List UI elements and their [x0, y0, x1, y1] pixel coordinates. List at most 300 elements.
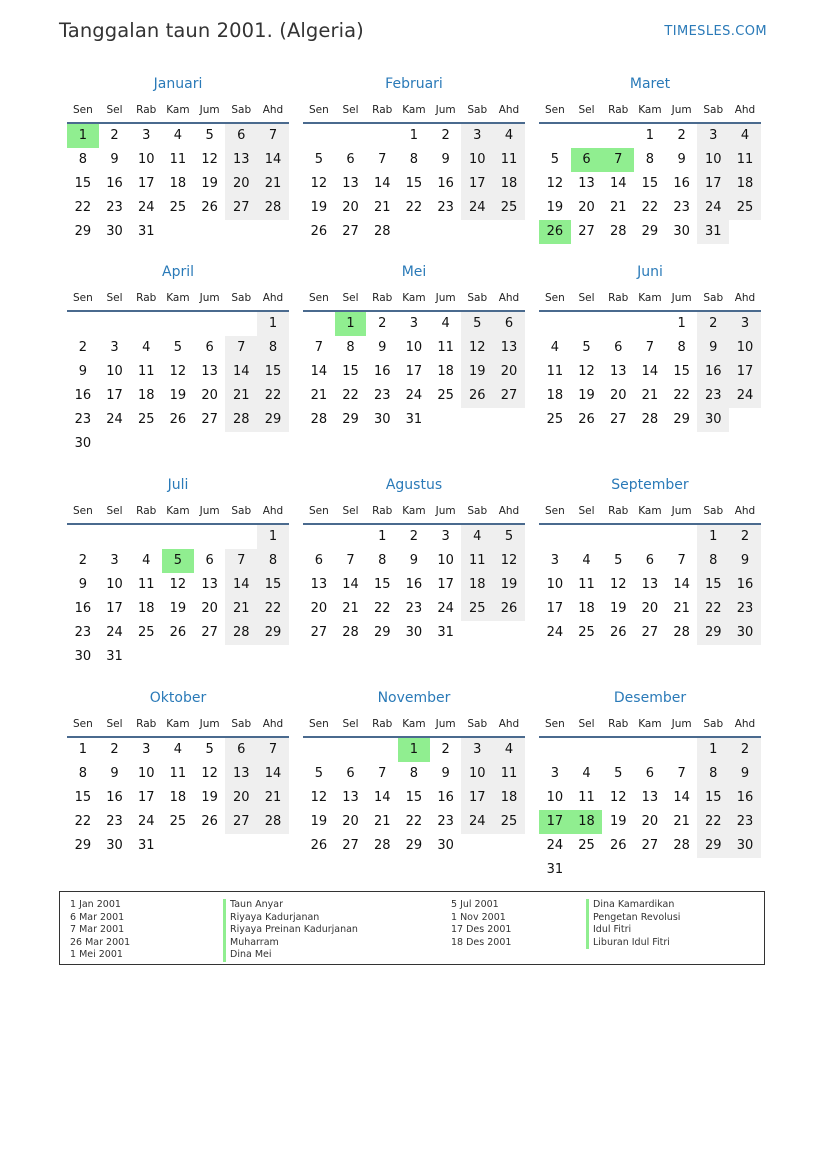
weekday-label: Sab [467, 505, 488, 517]
day-cell: 28 [673, 838, 690, 853]
weekend-day-cell: 1 [697, 525, 729, 549]
legend-date: 1 Mei 2001 [70, 949, 123, 960]
weekend-day-cell: 8 [257, 549, 289, 573]
day-cell: 8 [677, 340, 686, 355]
empty-cell [162, 312, 194, 336]
day-cell: 23 [106, 814, 123, 829]
weekday-label: Rab [136, 505, 157, 517]
day-cell: 23 [373, 388, 391, 403]
empty-cell [335, 124, 367, 148]
weekday-label: Kam [402, 104, 426, 116]
day-cell: 2 [78, 340, 87, 355]
weekend-day-cell: 3 [461, 124, 493, 148]
empty-cell [461, 220, 493, 244]
week-row [303, 810, 525, 834]
weekday-label: Rab [136, 718, 157, 730]
day-cell: 1 [78, 742, 87, 757]
day-cell: 8 [645, 152, 655, 167]
empty-cell [729, 408, 761, 432]
day-cell: 25 [137, 625, 155, 640]
day-cell: 30 [673, 224, 690, 239]
day-cell: 12 [201, 766, 218, 781]
day-cell: 25 [578, 838, 595, 853]
week-row [303, 573, 525, 597]
day-cell: 20 [310, 601, 328, 616]
day-cell: 2 [441, 128, 450, 143]
weekend-day-cell: 22 [697, 597, 729, 621]
empty-cell [634, 312, 666, 336]
empty-cell [162, 834, 194, 858]
weekend-day-cell: 24 [729, 384, 761, 408]
day-cell: 19 [546, 200, 564, 215]
week-row [303, 738, 525, 762]
day-cell: 16 [106, 176, 123, 191]
weekend-day-cell: 9 [729, 762, 761, 786]
weekday-label: Sel [106, 104, 123, 116]
weekday-label: Rab [372, 104, 393, 116]
empty-cell [99, 312, 131, 336]
weekend-day-cell: 1 [257, 312, 289, 336]
day-cell: 30 [437, 838, 454, 853]
legend-date: 18 Des 2001 [451, 936, 512, 948]
day-cell: 12 [310, 176, 328, 191]
day-cell: 19 [201, 790, 218, 805]
weekday-label: Kam [402, 718, 426, 730]
weekday-header [539, 499, 761, 525]
legend-holiday-name: Liburan Idul Fitri [586, 937, 756, 950]
weekend-day-cell: 3 [697, 124, 729, 148]
weekday-label: Sel [106, 718, 123, 730]
week-row [539, 810, 761, 834]
site-link[interactable]: TIMESLES.COM [664, 24, 767, 39]
legend-date: 17 Des 2001 [451, 924, 512, 935]
week-row [67, 573, 289, 597]
week-row [539, 621, 761, 645]
day-cell: 19 [310, 200, 328, 215]
weekday-label: Sab [231, 718, 252, 730]
weekend-day-cell: 6 [493, 312, 525, 336]
holiday-day-cell: 26 [539, 220, 571, 244]
day-cell: 9 [78, 364, 87, 379]
month-oktober [67, 684, 289, 858]
day-cell: 13 [310, 577, 328, 592]
day-cell: 2 [110, 128, 119, 143]
day-cell: 10 [546, 577, 564, 592]
day-cell: 27 [201, 412, 218, 427]
weekday-header [303, 712, 525, 738]
day-cell: 11 [169, 766, 187, 781]
empty-cell [539, 124, 571, 148]
day-cell: 25 [137, 412, 155, 427]
empty-cell [602, 312, 634, 336]
empty-cell [225, 645, 257, 669]
weekday-label: Sab [703, 718, 724, 730]
weekday-label: Kam [402, 505, 426, 517]
day-cell: 21 [609, 200, 627, 215]
day-cell: 3 [441, 529, 450, 544]
weekend-day-cell: 7 [225, 549, 257, 573]
day-cell: 6 [346, 152, 355, 167]
day-cell: 5 [173, 340, 183, 355]
day-cell: 31 [546, 862, 564, 877]
weekday-label: Ahd [498, 505, 520, 517]
weekday-label: Ahd [498, 718, 520, 730]
day-cell: 12 [169, 364, 187, 379]
week-row [67, 384, 289, 408]
day-cell: 10 [106, 577, 123, 592]
day-cell: 21 [373, 814, 391, 829]
weekday-label: Sel [578, 505, 595, 517]
weekend-day-cell: 29 [697, 621, 729, 645]
day-cell: 2 [78, 553, 87, 568]
empty-cell [130, 525, 162, 549]
week-row [67, 336, 289, 360]
day-cell: 18 [169, 176, 187, 191]
empty-cell [130, 312, 162, 336]
weekend-day-cell: 5 [461, 312, 493, 336]
weekend-day-cell: 16 [729, 573, 761, 597]
day-cell: 24 [137, 200, 155, 215]
empty-cell [571, 738, 603, 762]
day-cell: 30 [74, 649, 92, 664]
weekday-header [303, 286, 525, 312]
day-cell: 4 [142, 553, 151, 568]
day-cell: 1 [378, 529, 387, 544]
weekday-label: Sab [231, 104, 252, 116]
weekday-label: Ahd [734, 292, 756, 304]
day-cell: 14 [373, 176, 391, 191]
weekday-label: Rab [608, 718, 629, 730]
day-cell: 4 [582, 766, 591, 781]
weekday-label: Sel [106, 292, 123, 304]
weekday-label: Kam [402, 292, 426, 304]
weekend-day-cell: 13 [493, 336, 525, 360]
empty-cell [398, 220, 430, 244]
empty-cell [303, 312, 335, 336]
day-cell: 8 [78, 766, 87, 781]
weekend-day-cell: 15 [697, 573, 729, 597]
empty-cell [194, 834, 226, 858]
day-cell: 2 [409, 529, 419, 544]
week-row [303, 408, 525, 432]
page-title: Tanggalan taun 2001. (Algeria) [59, 19, 364, 42]
weekend-day-cell: 17 [697, 172, 729, 196]
weekend-day-cell: 23 [729, 810, 761, 834]
weekday-label: Jum [671, 718, 692, 730]
day-cell: 15 [405, 176, 423, 191]
day-cell: 23 [405, 601, 423, 616]
day-cell: 4 [550, 340, 559, 355]
weekday-label: Kam [638, 292, 662, 304]
weekend-day-cell: 24 [697, 196, 729, 220]
day-cell: 11 [546, 364, 564, 379]
day-cell: 28 [342, 625, 359, 640]
weekday-label: Sel [578, 104, 595, 116]
weekday-label: Ahd [734, 104, 756, 116]
weekend-day-cell: 27 [225, 810, 257, 834]
legend-date: 26 Mar 2001 [70, 936, 131, 948]
weekend-day-cell: 2 [729, 525, 761, 549]
day-cell: 22 [405, 814, 423, 829]
weekend-day-cell: 11 [729, 148, 761, 172]
week-row [67, 549, 289, 573]
weekday-label: Rab [608, 292, 629, 304]
weekend-day-cell: 23 [697, 384, 729, 408]
weekday-label: Sab [467, 104, 488, 116]
weekend-day-cell: 2 [729, 738, 761, 762]
day-cell: 27 [342, 838, 359, 853]
day-cell: 12 [310, 790, 328, 805]
empty-cell [67, 525, 99, 549]
day-cell: 7 [677, 766, 686, 781]
week-row [303, 220, 525, 244]
weekday-label: Sel [342, 718, 359, 730]
month-title: April [162, 264, 194, 280]
day-cell: 21 [373, 200, 391, 215]
empty-cell [666, 525, 698, 549]
day-cell: 5 [614, 766, 623, 781]
empty-cell [493, 834, 525, 858]
weekday-label: Jum [199, 718, 220, 730]
day-cell: 22 [373, 601, 391, 616]
weekday-label: Sen [308, 104, 329, 116]
weekend-day-cell: 18 [461, 573, 493, 597]
weekday-label: Kam [638, 505, 662, 517]
day-cell: 29 [74, 224, 92, 239]
weekend-day-cell: 4 [729, 124, 761, 148]
legend-holiday-name: Idul Fitri [586, 924, 756, 937]
weekday-label: Sen [544, 104, 565, 116]
empty-cell [194, 432, 226, 456]
day-cell: 13 [342, 176, 359, 191]
day-cell: 20 [578, 200, 595, 215]
weekday-header [539, 712, 761, 738]
week-row [539, 312, 761, 336]
day-cell: 2 [110, 742, 119, 757]
empty-cell [67, 312, 99, 336]
weekday-label: Sab [467, 292, 488, 304]
day-cell: 7 [314, 340, 323, 355]
day-cell: 30 [74, 436, 92, 451]
empty-cell [430, 408, 462, 432]
empty-cell [602, 858, 634, 882]
weekend-day-cell: 19 [461, 360, 493, 384]
week-row [67, 312, 289, 336]
month-november [303, 684, 525, 858]
weekday-label: Ahd [498, 292, 520, 304]
week-row [67, 621, 289, 645]
legend-holiday-name: Riyaya Kadurjanan [223, 912, 433, 925]
weekday-label: Sen [544, 718, 565, 730]
day-cell: 8 [409, 766, 419, 781]
day-cell: 20 [201, 388, 218, 403]
day-cell: 15 [74, 176, 92, 191]
weekday-label: Sel [342, 104, 359, 116]
day-cell: 15 [342, 364, 359, 379]
day-cell: 27 [609, 412, 627, 427]
day-cell: 15 [673, 364, 690, 379]
day-cell: 24 [106, 412, 123, 427]
weekday-label: Kam [166, 292, 190, 304]
weekday-label: Jum [435, 104, 456, 116]
weekend-day-cell: 11 [461, 549, 493, 573]
weekend-day-cell: 25 [729, 196, 761, 220]
month-januari [67, 70, 289, 244]
weekday-label: Jum [435, 292, 456, 304]
empty-cell [366, 738, 398, 762]
weekday-label: Sab [703, 104, 724, 116]
day-cell: 26 [310, 838, 328, 853]
week-row [539, 834, 761, 858]
empty-cell [257, 645, 289, 669]
day-cell: 23 [437, 200, 454, 215]
empty-cell [162, 645, 194, 669]
empty-cell [225, 220, 257, 244]
day-cell: 14 [310, 364, 328, 379]
day-cell: 9 [378, 340, 387, 355]
day-cell: 4 [173, 128, 183, 143]
day-cell: 15 [74, 790, 92, 805]
day-cell: 19 [578, 388, 595, 403]
empty-cell [634, 525, 666, 549]
week-row [67, 738, 289, 762]
month-title: November [377, 690, 451, 706]
weekend-day-cell: 15 [257, 573, 289, 597]
day-cell: 19 [169, 601, 187, 616]
weekend-day-cell: 20 [225, 786, 257, 810]
holiday-day-cell: 1 [67, 124, 99, 148]
weekday-label: Rab [372, 505, 393, 517]
weekday-label: Rab [608, 104, 629, 116]
day-cell: 23 [437, 814, 454, 829]
day-cell: 12 [546, 176, 564, 191]
day-cell: 20 [342, 814, 359, 829]
day-cell: 9 [441, 152, 450, 167]
week-row [303, 834, 525, 858]
day-cell: 13 [201, 364, 218, 379]
week-row [67, 645, 289, 669]
day-cell: 2 [378, 316, 387, 331]
day-cell: 28 [310, 412, 328, 427]
day-cell: 29 [373, 625, 391, 640]
weekend-day-cell: 30 [729, 834, 761, 858]
weekend-day-cell: 28 [225, 408, 257, 432]
weekday-label: Sen [72, 718, 93, 730]
weekday-label: Jum [671, 292, 692, 304]
day-cell: 13 [641, 790, 659, 805]
week-row [539, 573, 761, 597]
week-row [67, 786, 289, 810]
legend-holiday-name: Riyaya Preinan Kadurjanan [223, 924, 433, 937]
weekend-day-cell: 24 [461, 196, 493, 220]
weekday-label: Sen [308, 718, 329, 730]
weekday-label: Ahd [498, 104, 520, 116]
day-cell: 29 [342, 412, 359, 427]
empty-cell [634, 858, 666, 882]
day-cell: 31 [437, 625, 454, 640]
weekend-day-cell: 19 [493, 573, 525, 597]
empty-cell [99, 432, 131, 456]
day-cell: 16 [673, 176, 690, 191]
day-cell: 31 [405, 412, 423, 427]
weekend-day-cell: 7 [225, 336, 257, 360]
day-cell: 26 [169, 625, 187, 640]
day-cell: 5 [314, 152, 323, 167]
weekend-day-cell: 21 [257, 786, 289, 810]
day-cell: 10 [106, 364, 123, 379]
weekend-day-cell: 1 [257, 525, 289, 549]
day-cell: 22 [74, 814, 92, 829]
day-cell: 12 [578, 364, 595, 379]
empty-cell [666, 858, 698, 882]
weekend-day-cell: 27 [493, 384, 525, 408]
week-row [539, 525, 761, 549]
weekday-label: Sel [578, 718, 595, 730]
day-cell: 9 [677, 152, 686, 167]
week-row [303, 597, 525, 621]
weekend-day-cell: 13 [225, 148, 257, 172]
legend-dates-right [451, 899, 581, 949]
day-cell: 8 [78, 152, 87, 167]
weekend-day-cell: 28 [257, 810, 289, 834]
empty-cell [461, 621, 493, 645]
weekend-day-cell: 10 [461, 148, 493, 172]
day-cell: 28 [641, 412, 659, 427]
week-row [67, 408, 289, 432]
weekend-day-cell: 26 [493, 597, 525, 621]
week-row [303, 384, 525, 408]
day-cell: 19 [310, 814, 328, 829]
weekday-label: Jum [199, 292, 220, 304]
weekend-day-cell: 16 [697, 360, 729, 384]
weekend-day-cell: 21 [257, 172, 289, 196]
empty-cell [602, 525, 634, 549]
weekend-day-cell: 7 [257, 124, 289, 148]
month-mei [303, 258, 525, 432]
day-cell: 26 [310, 224, 328, 239]
day-cell: 9 [409, 553, 419, 568]
weekday-label: Ahd [262, 718, 284, 730]
weekend-day-cell: 12 [493, 549, 525, 573]
weekday-label: Kam [638, 104, 662, 116]
holiday-day-cell: 5 [162, 549, 194, 573]
empty-cell [162, 432, 194, 456]
empty-cell [697, 858, 729, 882]
day-cell: 27 [641, 625, 659, 640]
day-cell: 21 [641, 388, 659, 403]
day-cell: 24 [106, 625, 123, 640]
empty-cell [493, 621, 525, 645]
legend-date: 7 Mar 2001 [70, 924, 125, 935]
weekday-label: Kam [166, 104, 190, 116]
weekday-label: Sen [72, 292, 93, 304]
weekday-label: Sel [342, 292, 359, 304]
day-cell: 21 [673, 814, 690, 829]
weekend-day-cell: 23 [729, 597, 761, 621]
weekday-label: Jum [435, 718, 456, 730]
day-cell: 13 [641, 577, 659, 592]
day-cell: 28 [609, 224, 627, 239]
day-cell: 29 [405, 838, 423, 853]
day-cell: 24 [546, 625, 564, 640]
weekday-label: Rab [372, 718, 393, 730]
weekend-day-cell: 10 [729, 336, 761, 360]
weekend-day-cell: 17 [729, 360, 761, 384]
holiday-day-cell: 7 [602, 148, 634, 172]
weekend-day-cell: 7 [257, 738, 289, 762]
week-row [539, 408, 761, 432]
day-cell: 22 [673, 388, 690, 403]
